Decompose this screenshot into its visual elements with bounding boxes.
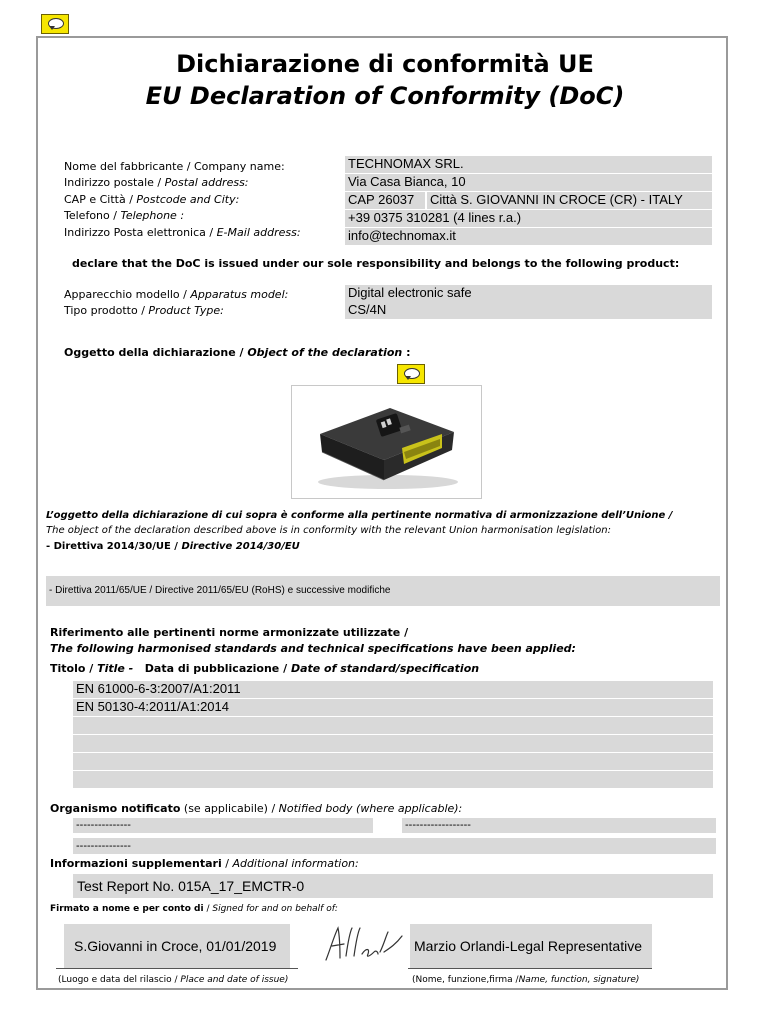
conformity-statement-it: L’oggetto della dichiarazione di cui sopra è conforme alla pertinente normativa di armonizzazione dell’Unione /	[46, 510, 673, 521]
place-date-underline	[56, 968, 298, 969]
handwritten-signature	[318, 922, 404, 966]
signature-underline	[408, 968, 652, 969]
company-name-label: Nome del fabbricante / Company name:	[64, 160, 285, 173]
place-date-field[interactable]: S.Giovanni in Croce, 01/01/2019	[64, 924, 290, 968]
apparatus-model-label: Apparecchio modello / Apparatus model:	[64, 288, 289, 301]
object-declaration-label: Oggetto della dichiarazione / Object of the declaration :	[64, 346, 411, 359]
apparatus-model-field[interactable]: Digital electronic safe	[345, 285, 712, 302]
digital-safe-illustration	[292, 386, 481, 498]
additional-info-field[interactable]: Test Report No. 015A_17_EMCTR-0	[73, 874, 713, 898]
notified-body-label: Organismo notificato (se applicabile) / Notified body (where applicable):	[50, 802, 463, 815]
product-type-label: Tipo prodotto / Product Type:	[64, 304, 224, 317]
product-image	[291, 385, 482, 499]
standard-row[interactable]: EN 50130-4:2011/A1:2014	[73, 699, 713, 716]
postal-address-field[interactable]: Via Casa Bianca, 10	[345, 174, 712, 191]
standard-row[interactable]	[73, 753, 713, 770]
postal-address-label: Indirizzo postale / Postal address:	[64, 176, 249, 189]
postcode-field[interactable]: CAP 26037	[345, 192, 425, 209]
signed-on-behalf-label: Firmato a nome e per conto di / Signed for and on behalf of:	[50, 904, 338, 914]
notified-body-field-2[interactable]: ------------------	[402, 818, 716, 833]
comment-note-icon[interactable]	[41, 14, 69, 34]
product-type-field[interactable]: CS/4N	[345, 302, 712, 319]
telephone-field[interactable]: +39 0375 310281 (4 lines r.a.)	[345, 210, 712, 227]
standards-heading-en: The following harmonised standards and technical specifications have been applied:	[50, 642, 576, 655]
place-date-caption: (Luogo e data del rilascio / Place and date of issue)	[58, 975, 289, 985]
city-field[interactable]: Città S. GIOVANNI IN CROCE (CR) - ITALY	[427, 192, 712, 209]
email-label: Indirizzo Posta elettronica / E-Mail address:	[64, 226, 301, 239]
declare-statement: declare that the DoC is issued under our sole responsibility and belongs to the following product:	[72, 257, 680, 270]
email-field[interactable]: info@technomax.it	[345, 228, 712, 245]
standard-row[interactable]	[73, 771, 713, 788]
standard-row[interactable]	[73, 717, 713, 734]
directive-2011-65-field[interactable]: - Direttiva 2011/65/UE / Directive 2011/65/EU (RoHS) e successive modifiche	[46, 576, 720, 606]
standard-row[interactable]: EN 61000-6-3:2007/A1:2011	[73, 681, 713, 698]
directive-2014-30: - Direttiva 2014/30/UE / Directive 2014/30/EU	[46, 541, 300, 552]
standard-row[interactable]	[73, 735, 713, 752]
title-italian: Dichiarazione di conformità UE	[176, 50, 594, 78]
telephone-label: Telefono / Telephone :	[64, 209, 185, 222]
representative-field[interactable]: Marzio Orlandi-Legal Representative	[410, 924, 652, 968]
signature-caption: (Nome, funzione,firma /Name, function, signature)	[412, 975, 640, 985]
postcode-city-label: CAP e Città / Postcode and City:	[64, 193, 240, 206]
notified-body-field-3[interactable]: ---------------	[73, 838, 716, 854]
comment-note-icon[interactable]	[397, 364, 425, 384]
title-english: EU Declaration of Conformity (DoC)	[145, 82, 625, 110]
standards-heading-it: Riferimento alle pertinenti norme armonizzate utilizzate /	[50, 626, 409, 639]
notified-body-field-1[interactable]: ---------------	[73, 818, 373, 833]
company-name-field[interactable]: TECHNOMAX SRL.	[345, 156, 712, 173]
standards-column-headers: Titolo / Title - Data di pubblicazione / Date of standard/specification	[50, 662, 480, 675]
additional-info-label: Informazioni supplementari / Additional information:	[50, 857, 359, 870]
conformity-statement-en: The object of the declaration described above is in conformity with the relevant Union harmonisation legislation:	[46, 525, 611, 536]
